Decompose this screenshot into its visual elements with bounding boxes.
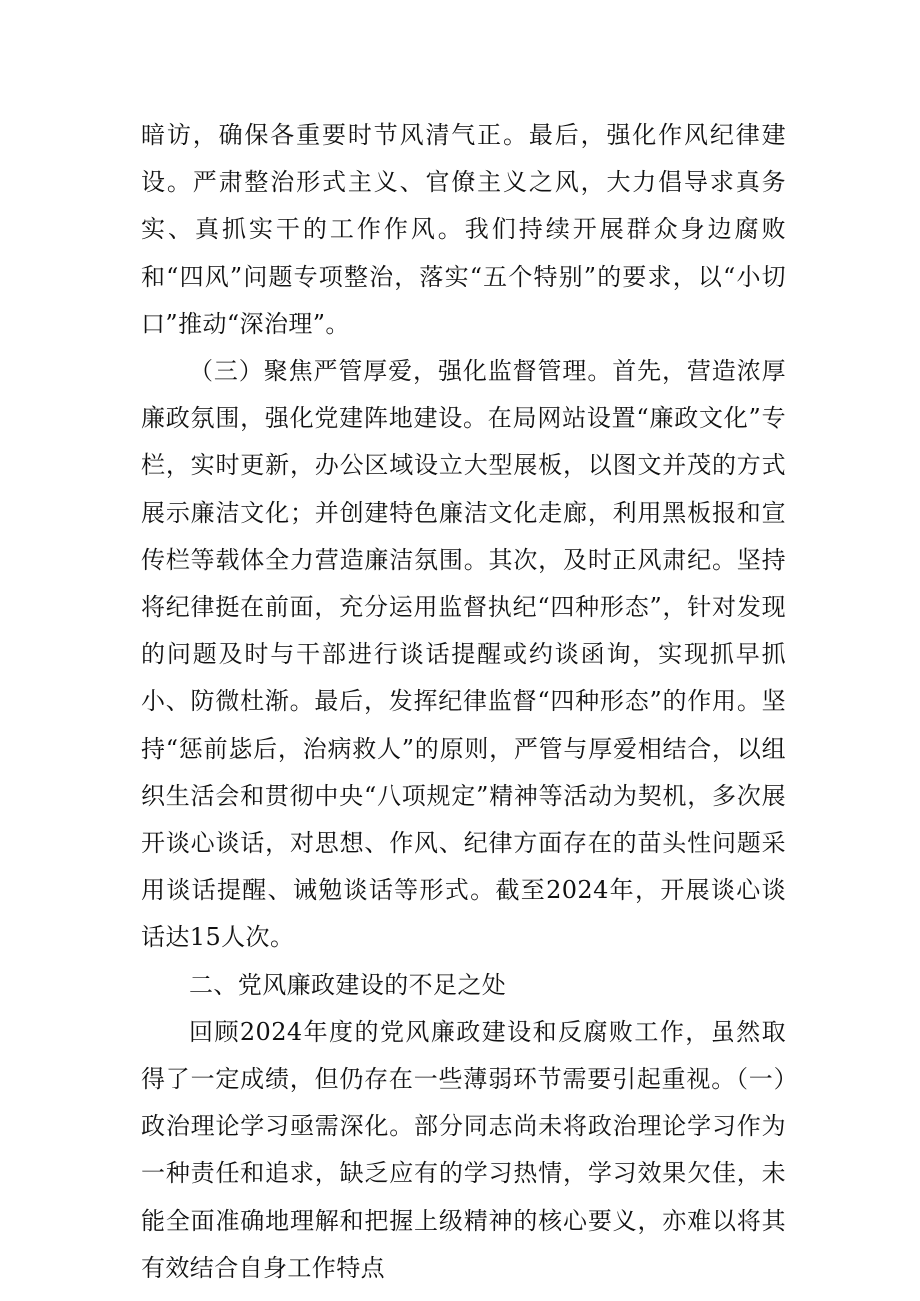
paragraph-section-three: （三）聚焦严管厚爱，强化监督管理。首先，营造浓厚廉政氛围，强化党建阵地建设。在局网站设置“廉政文化”专栏，实时更新，办公区域设立大型展板，以图文并茂的方式展示廉洁文化；并创建特色廉洁文化走廊，利用黑板报和宣传栏等载体全力营造廉洁氛围。其次，及时正风肃纪。坚持将纪律挺在前面，充分运用监督执纪“四种形态”，针对发现的问题及时与干部进行谈话提醒或约谈函询，实现抓早抓小、防微杜渐。最后，发挥纪律监督“四种形态”的作用。坚持“惩前毖后，治病救人”的原则，严管与厚爱相结合，以组织生活会和贯彻中央“八项规定”精神等活动为契机，多次展开谈心谈话，对思想、作风、纪律方面存在的苗头性问题采用谈话提醒、诫勉谈话等形式。截至2024年，开展谈心谈话达15人次。 [141, 357, 786, 952]
paragraph-review: 回顾2024年度的党风廉政建设和反腐败工作，虽然取得了一定成绩，但仍存在一些薄弱环节需要引起重视。（一）政治理论学习亟需深化。部分同志尚未将政治理论学习作为一种责任和追求，缺乏应有的学习热情，学习效果欠佳，未能全面准确地理解和把握上级精神的核心要义，亦难以将其有效结合自身工作特点 [141, 1017, 786, 1282]
paragraph-continuation: 暗访，确保各重要时节风清气正。最后，强化作风纪律建设。严肃整治形式主义、官僚主义之风，大力倡导求真务实、真抓实干的工作作风。我们持续开展群众身边腐败和“四风”问题专项整治，落实“五个特别”的要求，以“小切口”推动“深治理”。 [141, 121, 786, 338]
document-body [141, 112, 786, 1292]
section-heading-shortcomings: 二、党风廉政建设的不足之处 [189, 970, 507, 999]
